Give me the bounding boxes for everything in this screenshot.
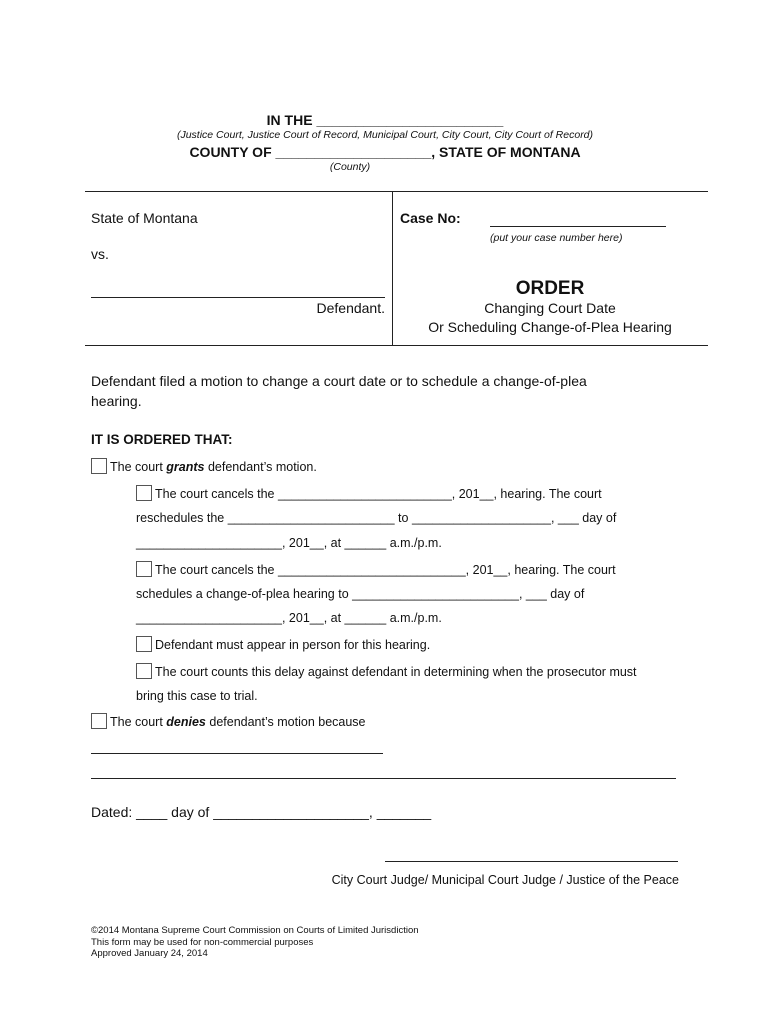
intro-paragraph-line-2: hearing. (91, 393, 142, 409)
appear-in-person-text: Defendant must appear in person for this hearing. (155, 638, 431, 652)
grants-text-post: defendant’s motion. (204, 460, 317, 474)
caption-top-rule (85, 191, 708, 192)
county-note: (County) (329, 161, 371, 173)
denial-reason-line-1[interactable] (91, 753, 383, 754)
order-title: ORDER (515, 278, 585, 299)
delay-counts-line-2: bring this case to trial. (136, 689, 258, 703)
judge-signature-label: City Court Judge/ Municipal Court Judge / Justice of the Peace (331, 873, 679, 887)
cancel-plea-text-1: The court cancels the ___________________________, 201__, hearing. The court (155, 563, 616, 577)
court-name-line: IN THE ________________________ (266, 112, 504, 128)
cancel-reschedule-checkbox[interactable] (136, 485, 152, 501)
caption-bottom-rule (85, 345, 708, 346)
denial-reason-line-2[interactable] (91, 778, 676, 779)
grants-option (91, 458, 317, 474)
dated-line: Dated: ____ day of ____________________, _______ (91, 804, 432, 820)
denies-text-post: defendant’s motion because (205, 715, 366, 729)
cancel-reschedule-line-2: reschedules the ________________________ to ____________________, ___ day of (136, 511, 617, 525)
denies-checkbox[interactable] (91, 713, 107, 729)
judge-signature-line[interactable] (385, 861, 678, 862)
footer-approved: Approved January 24, 2014 (91, 948, 208, 959)
order-subtitle-1: Changing Court Date (484, 300, 616, 316)
footer-usage: This form may be used for non-commercial purposes (91, 936, 314, 948)
case-number-note: (put your case number here) (490, 232, 623, 244)
footer-copyright: ©2014 Montana Supreme Court Commission on Courts of Limited Jurisdiction (91, 925, 419, 936)
denies-text-bold: denies (166, 715, 206, 729)
grants-text-pre: The court (110, 460, 167, 474)
delay-counts-line-1 (136, 663, 637, 679)
grants-text-bold: grants (166, 460, 205, 474)
county-state-line: COUNTY OF ____________________, STATE OF MONTANA (189, 144, 581, 160)
delay-counts-text-1: The court counts this delay against defendant in determining when the prosecutor must (155, 665, 637, 679)
versus-label: vs. (91, 246, 109, 262)
case-number-line[interactable] (490, 226, 666, 227)
denies-option (91, 713, 366, 729)
cancel-reschedule-text-1: The court cancels the _________________________, 201__, hearing. The court (155, 487, 602, 501)
defendant-name-line[interactable] (91, 297, 385, 298)
appear-in-person-option (136, 636, 430, 652)
cancel-plea-line-2: schedules a change-of-plea hearing to ________________________, ___ day of (136, 587, 585, 601)
case-number-label: Case No: (400, 210, 461, 226)
order-subtitle-2: Or Scheduling Change-of-Plea Hearing (428, 319, 672, 335)
defendant-label: Defendant. (316, 300, 385, 316)
delay-counts-checkbox[interactable] (136, 663, 152, 679)
intro-paragraph-line-1: Defendant filed a motion to change a court date or to schedule a change-of-plea (91, 373, 587, 389)
cancel-plea-checkbox[interactable] (136, 561, 152, 577)
court-type-note: (Justice Court, Justice Court of Record, Municipal Court, City Court, City Court of Record) (176, 129, 594, 141)
cancel-plea-line-1 (136, 561, 616, 577)
cancel-reschedule-line-1 (136, 485, 602, 501)
appear-in-person-checkbox[interactable] (136, 636, 152, 652)
ordered-heading: IT IS ORDERED THAT: (91, 432, 233, 447)
plaintiff-name: State of Montana (91, 210, 198, 226)
cancel-plea-line-3: _____________________, 201__, at ______ a.m./p.m. (136, 611, 442, 625)
denies-text-pre: The court (110, 715, 167, 729)
grants-checkbox[interactable] (91, 458, 107, 474)
cancel-reschedule-line-3: _____________________, 201__, at ______ a.m./p.m. (136, 536, 442, 550)
